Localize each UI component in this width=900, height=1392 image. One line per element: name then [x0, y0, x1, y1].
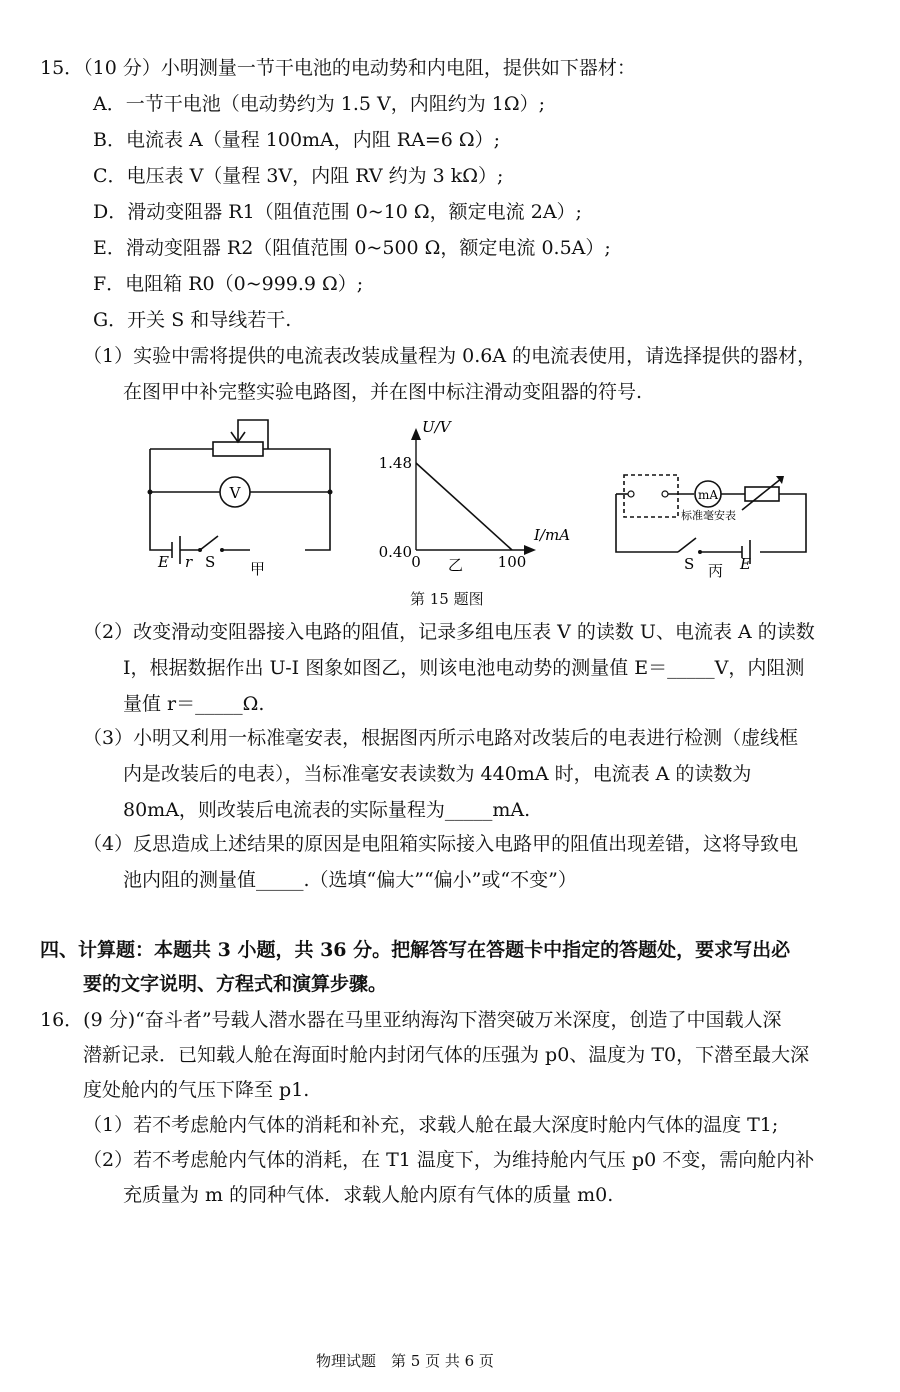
q15-part2-line2: I，根据数据作出 U-I 图象如图乙，则该电池电动势的测量值 E＝_____V，内阻测 [123, 657, 805, 679]
yi-fig-label: 乙 [448, 556, 464, 574]
q16-line1: 16．(9 分)“奋斗者”号载人潜水器在马里亚纳海沟下潜突破万米深度，创造了中国载人深 [40, 1009, 782, 1031]
ui-xlabel: I/mA [534, 526, 571, 544]
q15-part4-line1: （4）反思造成上述结果的原因是电阻箱实际接入电路甲的阻值出现差错，这将导致电 [83, 833, 799, 855]
q15-item-a: A．一节干电池（电动势约为 1.5 V，内阻约为 1Ω）; [93, 93, 546, 115]
ui-series-line [416, 463, 512, 550]
section4-heading-line2: 要的文字说明、方程式和演算步骤。 [83, 973, 388, 995]
q16-sub2-line1: （2）若不考虑舱内气体的消耗，在 T1 温度下，为维持舱内气压 p0 不变，需向舱内补 [83, 1149, 815, 1171]
q15-head: 15．（10 分）小明测量一节干电池的电动势和内电阻，提供如下器材： [40, 57, 636, 79]
jia-label-e: E [158, 553, 169, 571]
q15-item-g: G．开关 S 和导线若干. [93, 309, 292, 331]
q15-part2-line1: （2）改变滑动变阻器接入电路的阻值，记录多组电压表 V 的读数 U、电流表 A 的读数 [83, 621, 815, 643]
ui-xtick-end: 100 [497, 553, 527, 571]
voltmeter-symbol: V [229, 484, 241, 502]
q16-sub1: （1）若不考虑舱内气体的消耗和补充，求载人舱在最大深度时舱内气体的温度 T1; [83, 1114, 779, 1136]
q15-part3-line1: （3）小明又利用一标准毫安表，根据图丙所示电路对改装后的电表进行检测（虚线框 [83, 727, 799, 749]
bing-label-e: E [740, 555, 751, 573]
figure-caption: 第 15 题图 [410, 590, 484, 608]
ui-ytick-bottom: 0.40 [378, 543, 412, 561]
figure-15 [0, 410, 900, 610]
ui-ylabel: U/V [422, 418, 451, 436]
q15-item-b: B．电流表 A（量程 100mA，内阻 RA=6 Ω）; [93, 129, 501, 151]
q15-part4-line2: 池内阻的测量值_____.（选填“偏大”“偏小”或“不变”） [123, 869, 577, 891]
jia-label-r: r [185, 553, 193, 571]
bing-label-s: S [684, 555, 695, 573]
milliammeter-symbol: mA [697, 488, 719, 502]
q15-part3-line2: 内是改装后的电表），当标准毫安表读数为 440mA 时，电流表 A 的读数为 [123, 763, 752, 785]
q16-line3: 度处舱内的气压下降至 p1. [83, 1079, 310, 1101]
page-footer: 物理试题 第 5 页 共 6 页 [316, 1352, 494, 1370]
q15-part1-line1: （1）实验中需将提供的电流表改装成量程为 0.6A 的电流表使用，请选择提供的器材， [83, 345, 817, 367]
q15-part3-line3: 80mA，则改装后电流表的实际量程为_____mA. [123, 799, 531, 821]
q15-part2-line3: 量值 r＝_____Ω. [123, 693, 265, 715]
ui-xtick-zero: 0 [411, 553, 421, 571]
ui-graph [379, 418, 571, 574]
jia-fig-label: 甲 [250, 560, 266, 578]
jia-label-s: S [205, 553, 216, 571]
q15-item-f: F．电阻箱 R0（0~999.9 Ω）; [93, 273, 364, 295]
section4-heading-line1: 四、计算题：本题共 3 小题，共 36 分。把解答写在答题卡中指定的答题处，要求写出必 [40, 939, 791, 961]
ui-ytick-top: 1.48 [378, 454, 412, 472]
q15-item-c: C．电压表 V（量程 3V，内阻 RV 约为 3 kΩ）; [93, 165, 504, 187]
bing-fig-label: 丙 [708, 562, 724, 580]
q15-item-d: D．滑动变阻器 R1（阻值范围 0~10 Ω，额定电流 2A）; [93, 201, 582, 223]
q15-part1-line2: 在图甲中补完整实验电路图，并在图中标注滑动变阻器的符号. [123, 381, 643, 403]
q16-sub2-line2: 充质量为 m 的同种气体．求载人舱内原有气体的质量 m0. [123, 1184, 614, 1206]
q15-item-e: E．滑动变阻器 R2（阻值范围 0~500 Ω，额定电流 0.5A）; [93, 237, 611, 259]
q16-line2: 潜新记录．已知载人舱在海面时舱内封闭气体的压强为 p0、温度为 T0，下潜至最大深 [83, 1044, 810, 1066]
standard-meter-label: 标准毫安表 [681, 509, 736, 522]
